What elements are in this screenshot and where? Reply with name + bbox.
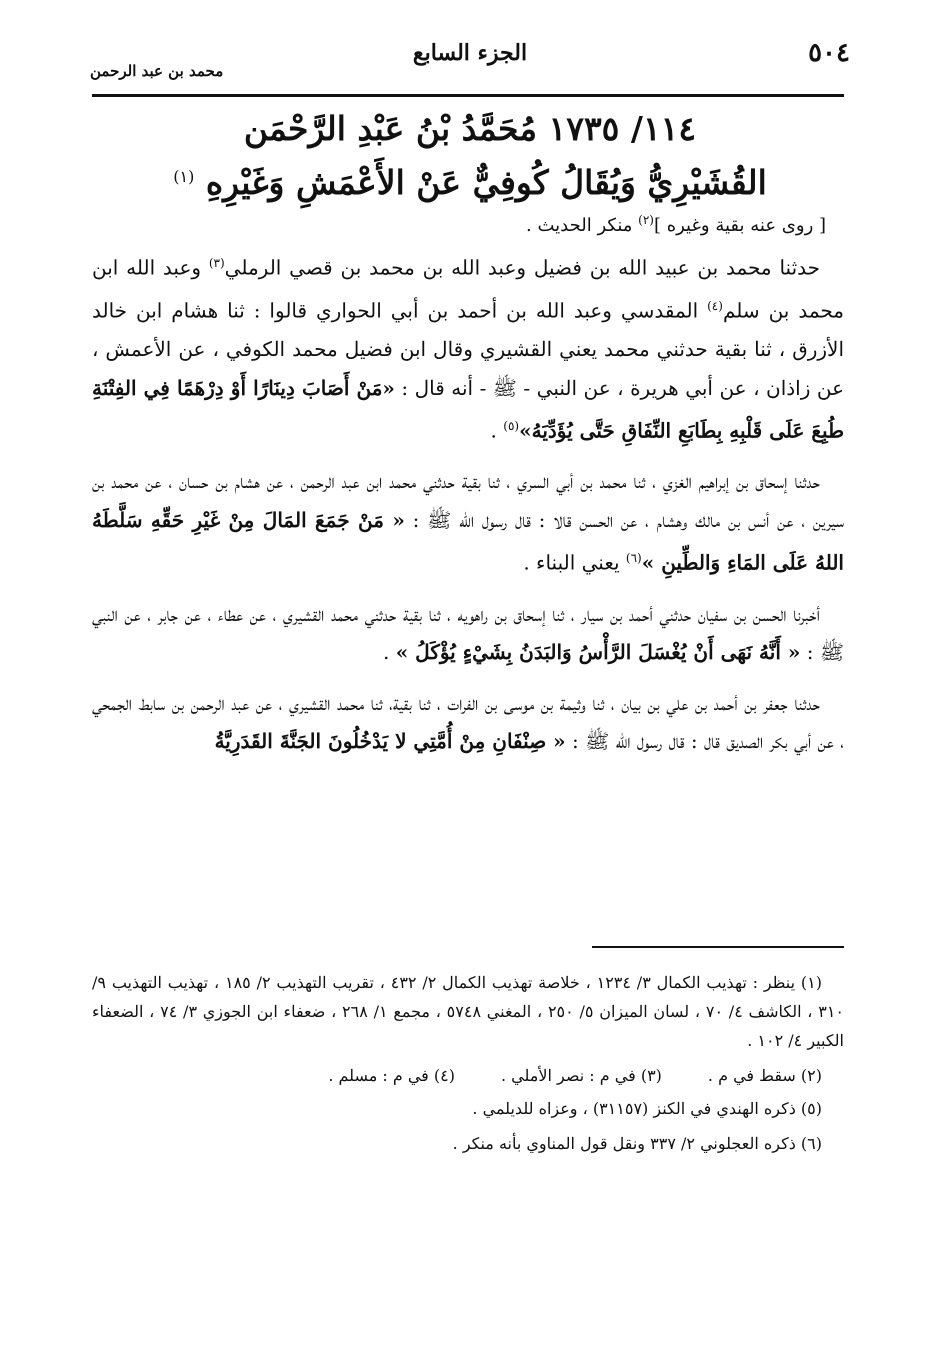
entry-title-line2 <box>100 153 840 207</box>
header-rule <box>92 94 844 97</box>
footnote-marker: (٦) <box>625 551 642 566</box>
running-head: محمد بن عبد الرحمن <box>90 62 224 80</box>
hadith-text: « صِنْفَانِ مِنْ أُمَّتِي لا يَدْخُلُونَ الجَنَّةَ القَدَرِيَّةُ <box>214 729 566 754</box>
entry-number: ١١٤/ ١٧٣٥ <box>548 109 697 148</box>
footnote-1: (١) ينظر : تهذيب الكمال ٣/ ١٢٣٤ ، خلاصة تهذيب الكمال ٢/ ٤٣٢ ، تقريب التهذيب ٢/ ١٨٥ ، تهذيب التهذيب ٩/ ٣١٠ ، الكاشف ٤/ ٧٠ ، لسان الميزان ٥/ ٢٥٠ ، المغني ٥٧٤٨ ، مجمع ١/ ٢٦٨ ، ضعفاء ابن الجوزي ٣/ ٧٤ ، الضعفاء الكبير ٤/ ١٠٢ . <box>92 973 845 1050</box>
paragraph <box>92 684 844 761</box>
footnote-marker: (٤) <box>707 299 723 314</box>
narrators-text: [ روى عنه بقية وغيره ] <box>653 215 826 236</box>
volume-title: الجزء السابع <box>412 40 528 66</box>
footnote-6: (٦) ذكره العجلوني ٢/ ٣٣٧ ونقل قول المناوي بأنه منكر . <box>452 1134 822 1153</box>
page-number: ٥٠٤ <box>808 38 850 68</box>
footnote-row <box>92 1061 844 1090</box>
footnote-marker: (٥) <box>503 419 520 434</box>
page-header <box>90 38 850 96</box>
paragraph <box>92 244 844 450</box>
footnote-rule <box>592 946 844 948</box>
paragraph <box>92 595 844 672</box>
footnote-marker: (١) <box>173 167 195 186</box>
entry-name: مُحَمَّدُ بْنُ عَبْدِ الرَّحْمَن <box>243 109 537 148</box>
paragraph-text: . <box>490 418 504 443</box>
entry-title-line1 <box>100 105 840 153</box>
narrators-note <box>106 205 826 241</box>
entry-nisba: القُشَيْرِيُّ وَيُقَالُ كُوفِيٌّ عَنْ الأَعْمَشِ وَغَيْرِهِ <box>205 163 767 202</box>
entry-title <box>100 105 840 207</box>
hadith-text: « أَنَّهُ نَهَى أَنْ يُغْسَلَ الرَّأْسُ وَالبَدَنُ بِشَيْءٍ يُؤْكَلُ » <box>395 640 801 665</box>
paragraph-text: أخبرنا الحسن بن سفيان حدثني أحمد بن سيار ، ثنا إسحاق بن راهويه ، ثنا بقية حدثني محمد القشيري ، عن عطاء ، عن جابر ، عن النبي ﷺ : <box>92 601 844 665</box>
footnote-4: (٤) في م : مسلم . <box>328 1066 455 1085</box>
paragraph-text: . <box>383 640 396 665</box>
paragraph-text: يعني البناء . <box>523 551 626 576</box>
footnote-2: (٢) سقط في م . <box>707 1066 822 1085</box>
hadith-text: « مَنْ جَمَعَ المَالَ مِنْ غَيْرِ حَقِّهِ سَلَّطَهُ اللهُ عَلَى المَاءِ وَالطِّينِ » <box>92 507 844 576</box>
paragraph-text: حدثنا جعفر بن أحمد بن علي بن بيان ، ثنا وثيمة بن موسى بن الفرات ، ثنا بقية، ثنا محمد القشيري ، عن عبد الرحمن بن سابط الجمحي ، عن أبي بكر الصديق قال : قال رسول الله ﷺ : <box>92 690 844 754</box>
footnote-3: (٣) في م : نصر الأملي . <box>501 1066 662 1085</box>
paragraph-text: حدثنا محمد بن عبيد الله بن فضيل وعبد الله بن محمد بن قصي الرملي <box>224 255 820 280</box>
footnote-marker: (٣) <box>208 256 225 270</box>
hadith-text: «مَنْ أَصَابَ دِينَارًا أَوْ دِرْهَمًا فِي الفِتْنَةِ طُبِعَ عَلَى قَلْبِهِ بِطَابَعِ النِّفَاقِ حَتَّى يُؤَدِّيَهُ» <box>92 375 844 443</box>
paragraph-text: حدثنا إسحاق بن إبراهيم الغزي ، ثنا محمد بن أبي السري ، ثنا بقية حدثني محمد ابن عبد الرحمن ، عن هشام بن حسان ، عن محمد بن سيرين ، عن أنس بن مالك وهشام ، عن الحسن قالا : قال رسول الله ﷺ : <box>92 469 845 532</box>
main-text <box>92 244 844 773</box>
paragraph <box>92 462 844 582</box>
footnote-5: (٥) ذكره الهندي في الكنز (٣١١٥٧) ، وعزاه للديلمي . <box>472 1099 822 1118</box>
paragraph-text: وعبد الله ابن محمد بن سلم <box>92 255 844 323</box>
footnote-marker: (٢) <box>638 213 654 227</box>
paragraph-text: المقدسي وعبد الله بن أحمد بن أبي الحواري قالوا : ثنا هشام ابن خالد الأزرق ، ثنا بقية حدثني محمد يعني القشيري وقال ابن فضيل محمد الكوفي ، عن الأعمش ، عن زاذان ، عن أبي هريرة ، عن النبي - ﷺ - أنه قال : <box>92 298 845 400</box>
footnotes <box>92 968 844 1164</box>
narrators-rest: منكر الحديث . <box>526 215 639 236</box>
